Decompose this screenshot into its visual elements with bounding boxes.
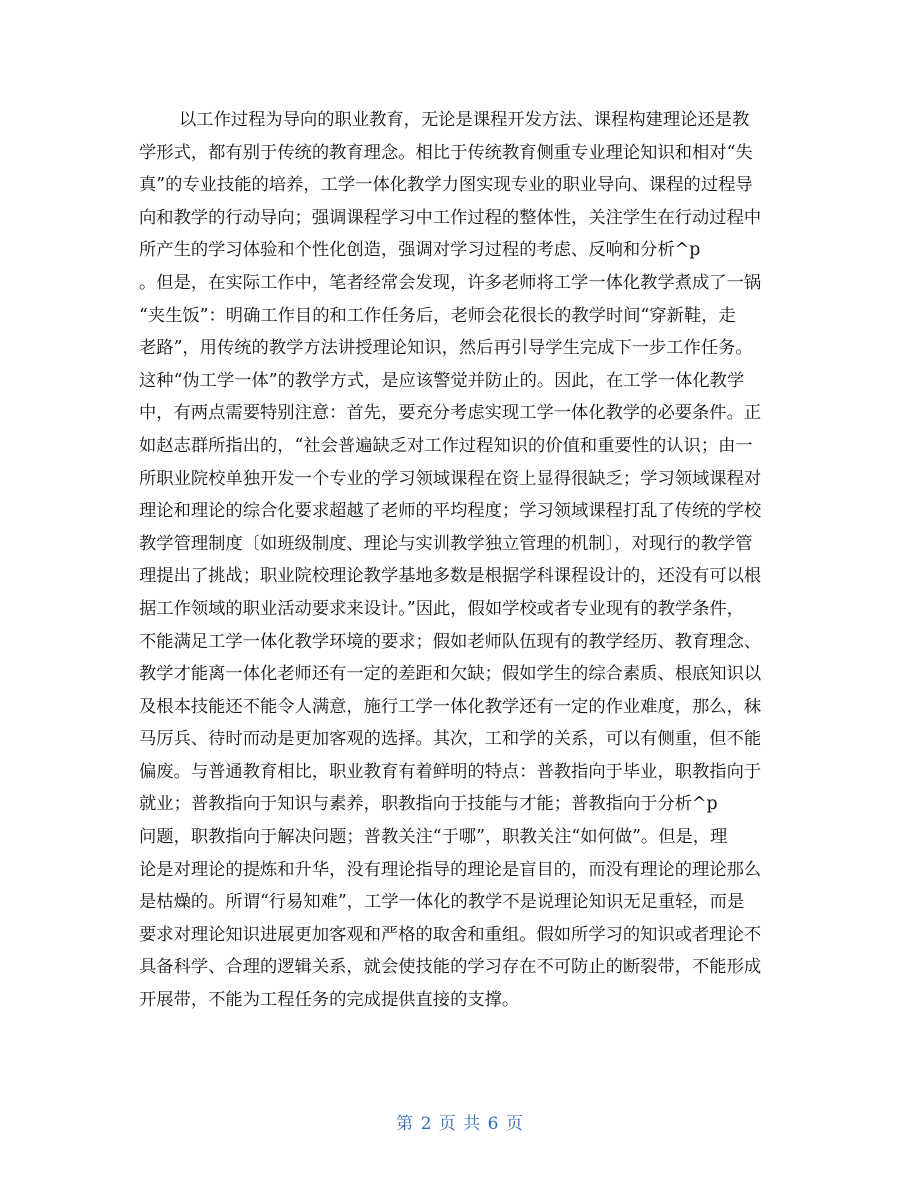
paragraph-line: 论是对理论的提炼和升华，没有理论指导的理论是盲目的，而没有理论的理论那么 [139,859,762,880]
paragraph-line: 所职业院校单独开发一个专业的学习领域课程在资上显得很缺乏；学习领域课程对 [139,468,762,489]
paragraph-line: 老路”，用传统的教学方法讲授理论知识，然后再引导学生完成下一步工作任务。 [139,338,753,359]
paragraph-line: 向和教学的行动导向；强调课程学习中工作过程的整体性，关注学生在行动过程中 [139,207,762,228]
paragraph-line: 是枯燥的。所谓“行易知难”，工学一体化的教学不是说理论知识无足重轻，而是 [139,892,745,913]
paragraph-line: 问题，职教指向于解决问题；普教关注“于哪”，职教关注“如何做”。但是，理 [139,827,728,848]
paragraph-line: 偏废。与普通教育相比，职业教育有着鲜明的特点：普教指向于毕业，职教指向于 [139,761,762,782]
paragraph-line: 马厉兵、待时而动是更加客观的选择。其次，工和学的关系，可以有侧重，但不能 [139,729,762,750]
paragraph-line: “夹生饭”：明确工作目的和工作任务后，老师会花很长的教学时间“穿新鞋，走 [139,305,736,326]
paragraph-line: 就业；普教指向于知识与素养，职教指向于技能与才能；普教指向于分析^p [139,794,718,815]
paragraph-line: 如赵志群所指出的，“社会普遍缺乏对工作过程知识的价值和重要性的认识；由一 [139,435,753,456]
paragraph-line: 及根本技能还不能令人满意，施行工学一体化教学还有一定的作业难度，那么，秣 [139,696,762,717]
paragraph-line: 不能满足工学一体化教学环境的要求；假如老师队伍现有的教学经历、教育理念、 [139,631,762,652]
paragraph-line: 真”的专业技能的培养，工学一体化教学力图实现专业的职业导向、课程的过程导 [139,175,753,196]
paragraph-line: 教学管理制度〔如班级制度、理论与实训教学独立管理的机制〕，对现行的教学管 [139,533,753,554]
body-text [139,104,799,1017]
paragraph-line: 具备科学、合理的逻辑关系，就会使技能的学习存在不可防止的断裂带，不能形成 [139,957,762,978]
page-number-footer: 第 2 页 共 6 页 [396,1114,524,1134]
paragraph-line: 以工作过程为导向的职业教育，无论是课程开发方法、课程构建理论还是教 [179,110,750,130]
paragraph-line: 教学才能离一体化老师还有一定的差距和欠缺；假如学生的综合素质、根底知识以 [139,664,762,685]
paragraph-line: 理提出了挑战；职业院校理论教学基地多数是根据学科课程设计的，还没有可以根 [139,566,762,587]
paragraph-line: 要求对理论知识进展更加客观和严格的取舍和重组。假如所学习的知识或者理论不 [139,924,762,945]
paragraph-line: 据工作领域的职业活动要求来设计。”因此，假如学校或者专业现有的教学条件， [139,598,745,619]
paragraph-line: 开展带，不能为工程任务的完成提供直接的支撑。 [139,990,520,1011]
paragraph-line: 所产生的学习体验和个性化创造，强调对学习过程的考虑、反响和分析^p [139,240,701,261]
paragraph-line: 理论和理论的综合化要求超越了老师的平均程度；学习领域课程打乱了传统的学校 [139,501,762,522]
paragraph-line: 中，有两点需要特别注意：首先，要充分考虑实现工学一体化教学的必要条件。正 [139,403,762,424]
paragraph-line: 这种“伪工学一体”的教学方式，是应该警觉并防止的。因此，在工学一体化教学 [139,370,745,391]
paragraph-line: 学形式，都有别于传统的教育理念。相比于传统教育侧重专业理论知识和相对“失 [139,142,753,163]
paragraph-line: 。但是，在实际工作中，笔者经常会发现，许多老师将工学一体化教学煮成了一锅 [139,272,762,293]
